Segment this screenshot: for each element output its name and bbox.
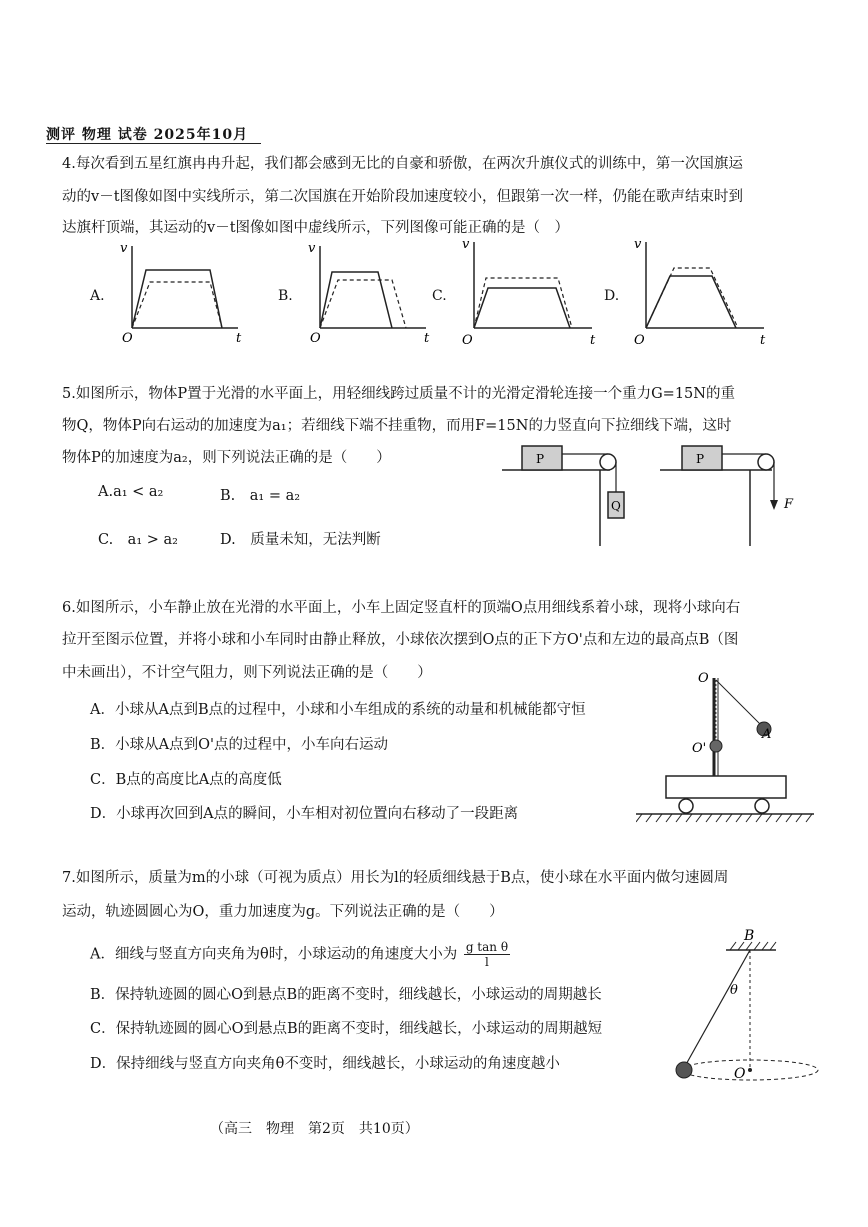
- q6-option-a: A．小球从A点到B点的过程中，小球和小车组成的系统的动量和机械能都守恒: [90, 702, 586, 718]
- q5-line-3: 物体P的加速度为a₂，则下列说法正确的是（ ）: [62, 450, 391, 466]
- q5-label-p-left: P: [536, 452, 545, 466]
- q4-b-axis-t: t: [424, 331, 430, 346]
- q6-label-a: A: [762, 727, 772, 742]
- q5-pulley-diagrams: [500, 440, 800, 550]
- q7-option-a: [90, 940, 510, 969]
- q5-label-p-right: P: [696, 452, 705, 466]
- q6-cart-pendulum-diagram: [636, 666, 816, 830]
- q4-line-2: 动的v－t图像如图中实线所示，第二次国旗在开始阶段加速度较小，但跟第一次一样，仍能在歌声结束时到: [62, 189, 744, 205]
- q7-fraction-denominator: l: [485, 955, 489, 969]
- q4-d-axis-t: t: [760, 333, 766, 348]
- q4-line-1: 4.每次看到五星红旗冉冉升起，我们都会感到无比的自豪和骄傲，在两次升旗仪式的训练中，第一次国旗运: [62, 156, 743, 172]
- q7-option-a-text: A．细线与竖直方向夹角为θ时，小球运动的角速度大小为: [90, 946, 458, 963]
- q4-option-b-label: B.: [278, 288, 293, 304]
- q4-c-axis-t: t: [590, 333, 596, 348]
- q7-option-a-fraction: [464, 940, 510, 969]
- q4-option-d-label: D.: [604, 288, 620, 304]
- q7-label-b: B: [744, 928, 755, 944]
- q6-option-c: C．B点的高度比A点的高度低: [90, 772, 282, 788]
- q6-line-1: 6.如图所示，小车静止放在光滑的水平面上，小车上固定竖直杆的顶端O点用细线系着小球，现将小球向右: [62, 600, 741, 616]
- q7-option-b: B．保持轨迹圆的圆心O到悬点B的距离不变时，细线越长，小球运动的周期越长: [90, 987, 602, 1003]
- q5-option-b: B. a₁ = a₂: [220, 488, 301, 504]
- q5-option-c: C. a₁ > a₂: [98, 532, 178, 548]
- q6-label-o-prime: O': [692, 741, 707, 756]
- q7-option-d: D．保持细线与竖直方向夹角θ不变时，细线越长，小球运动的角速度越小: [90, 1056, 560, 1072]
- q4-d-axis-v: v: [634, 237, 642, 252]
- q6-label-o: O: [698, 671, 709, 686]
- q4-b-axis-v: v: [308, 241, 316, 256]
- q7-option-c: C．保持轨迹圆的圆心O到悬点B的距离不变时，细线越长，小球运动的周期越短: [90, 1021, 603, 1037]
- q7-label-o: O: [734, 1066, 746, 1082]
- q4-graph-c: [452, 236, 602, 350]
- q7-line-1: 7.如图所示，质量为m的小球（可视为质点）用长为l的轻质细线悬于B点，使小球在水平面内做匀速圆周: [62, 870, 729, 886]
- q5-label-f: F: [784, 497, 794, 512]
- q7-label-theta: θ: [730, 983, 738, 998]
- q4-line-3: 达旗杆顶端，其运动的v－t图像如图中虚线所示，下列图像可能正确的是（ ）: [62, 220, 570, 236]
- q4-b-origin: O: [310, 331, 321, 346]
- q4-option-a-label: A.: [90, 288, 105, 304]
- q6-line-2: 拉开至图示位置，并将小球和小车同时由静止释放，小球依次摆到O点的正下方O'点和左边的最高点B（图: [62, 632, 739, 648]
- q7-conical-pendulum-diagram: [664, 928, 824, 1088]
- q4-graph-d: [624, 236, 774, 350]
- q4-graph-b: [298, 240, 438, 350]
- page-footer: （高三 物理 第2页 共10页）: [210, 1121, 419, 1137]
- q5-label-q: Q: [611, 499, 621, 513]
- q4-a-axis-t: t: [236, 331, 242, 346]
- exam-header: 测评 物理 试卷 2025年10月: [46, 127, 249, 143]
- q5-option-a: A.a₁ < a₂: [98, 484, 164, 500]
- q4-option-c-label: C.: [432, 288, 447, 304]
- q6-option-d: D．小球再次回到A点的瞬间，小车相对初位置向右移动了一段距离: [90, 806, 519, 822]
- q5-line-1: 5.如图所示，物体P置于光滑的水平面上，用轻细线跨过质量不计的光滑定滑轮连接一个重力G=15N的重: [62, 386, 735, 402]
- q5-line-2: 物Q，物体P向右运动的加速度为a₁；若细线下端不挂重物，而用F=15N的力竖直向下拉细线下端，这时: [62, 418, 732, 434]
- q6-line-3: 中未画出），不计空气阻力，则下列说法正确的是（ ）: [62, 665, 432, 681]
- q7-fraction-numerator: g tan θ: [465, 940, 509, 954]
- header-rule: [46, 143, 261, 144]
- q5-option-d: D. 质量未知，无法判断: [220, 532, 381, 548]
- q6-option-b: B．小球从A点到O'点的过程中，小车向右运动: [90, 737, 388, 753]
- q4-c-origin: O: [462, 333, 473, 348]
- q7-line-2: 运动，轨迹圆圆心为O，重力加速度为g。下列说法正确的是（ ）: [62, 904, 504, 920]
- q4-a-axis-v: v: [120, 241, 128, 256]
- q4-graph-a: [110, 240, 250, 350]
- q4-d-origin: O: [634, 333, 645, 348]
- q4-a-origin: O: [122, 331, 133, 346]
- q4-c-axis-v: v: [462, 237, 470, 252]
